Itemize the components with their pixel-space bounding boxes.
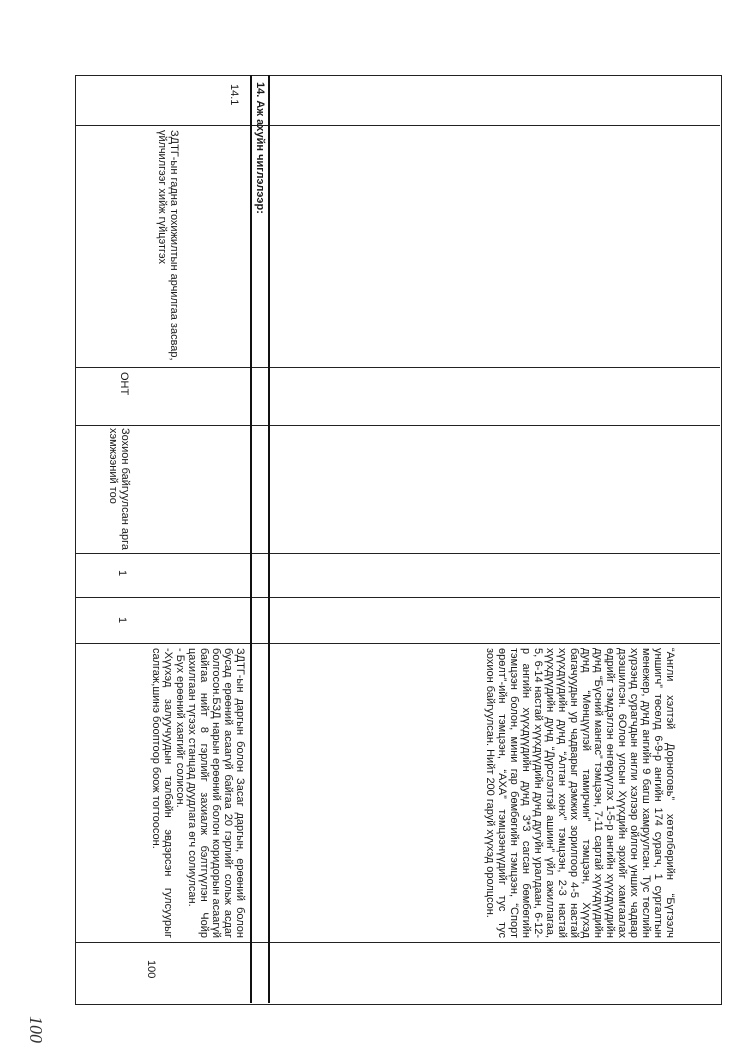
table-grid-line <box>75 367 720 368</box>
row-task <box>156 130 180 362</box>
section-separator <box>268 75 270 1003</box>
row-responsible: ОНТ <box>118 372 130 396</box>
page-number: 100 <box>26 1016 46 1043</box>
table-grid-line <box>75 425 720 426</box>
table-grid-line <box>75 942 720 943</box>
section-title: 14. Аж ахуйн чиглэлээр: <box>254 82 266 214</box>
row-task-text: ЗДТГ-ын гадна тохижилтын арчилгаа засвар, үйлчилгээг хийж гүйцэтгэх <box>156 130 180 361</box>
table-grid-line <box>75 125 720 126</box>
table-grid-line <box>75 643 720 644</box>
row-description-paragraph: -Хүүхэд залуучуудын талбайн эвдэрсэн гулсуурыг салгаж,шинэ бооптоор боож тогтоосон. <box>150 648 174 938</box>
section-separator <box>250 75 252 1003</box>
row-description <box>150 648 246 938</box>
row-target: 1 <box>116 570 128 577</box>
row-number: 14.1 <box>228 84 240 106</box>
table-grid-line <box>75 553 720 554</box>
row-description-paragraph: ЗДТГ-ын даргын болон Засаг даргын, ерөөний болон бусад ерөөний асаагүй байгаа 20 гэрлийг сольж асдаг болгосон.БЗД нарын ерөөний болон коридорын асаагүй байгаа нийт 8 гэрлийг захиалж бэлтгүүлэн Чойр цахилгаан түгээх станцад дуудлага өгч солиулсан. <box>186 648 246 938</box>
prev-row-description-text: “Англи хэлтэй Дорноговь” хөтөлбөрийн “Бүтээлч уншигч” төсөлд 6-9-р ангийн 174 сурагч, 1 сургалтын менежер, дунд ангийн 9 багш хамруулсан. Тус төслийн хүрээнд сурагчдын англи хэлээр ойлгон унших чадвар дээшилсэн. 6Олон улсын Хүүхдийн эрхийг хамгаалах өдрийг тэмдэглэн өнгөрүүлэх 1-5-р ангийн хүүхдүүдийн дунд “Бүсний мангас” тэмцээн, 7-11 сартай хүүхдүүдийн дунд “Мөнцүүлэй тамирчин” тэмцээн, Хүүхэд багачуудын ур чадварыг дэмжих зорилгоор 4-5 настай хүүхдүүдийн дунд “Алтан хонх” тэмцээн, 2-3 настай хүүхдүүдийн дунд “Дүрслэлтэй ашиин” үйл ажиллагаа, 5, 6-14 настай хүүхдүүдийн дунд дугуйн уралдаан, 6-12-р ангийн хүүхдүүдийн дунд 3*3 сагсан бөмбөгийн тэмцээн болон, мини гар бөмбөгийн тэмцээн, “Спорт өрөлт”-ийн тэмцээн, “АХА” тэмцээнүүдийг тус тус зохион байгуулсан. Нийт 200 гаруй хүүхэд оролцсон. <box>484 648 676 938</box>
row-percent: 100 <box>145 960 157 979</box>
prev-row-description <box>484 648 676 938</box>
row-indicator <box>107 428 131 550</box>
row-description-paragraph: - Бүх ерөөний хаягийг солисон. <box>174 648 186 808</box>
row-indicator-text: Зохион байгуулсан арга хэмжээний тоо <box>107 428 131 550</box>
row-actual: 1 <box>116 617 128 624</box>
table-grid-line <box>75 597 720 598</box>
